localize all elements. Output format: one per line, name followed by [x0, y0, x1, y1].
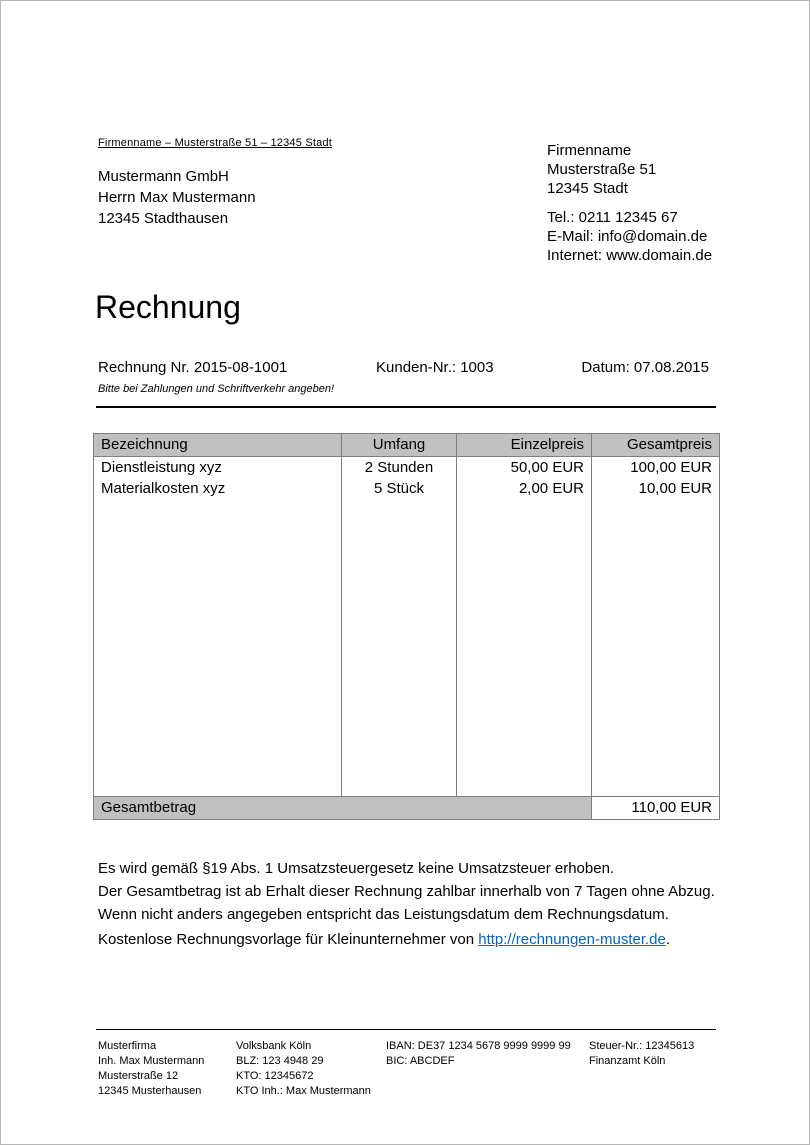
footer-line: Steuer-Nr.: 12345613	[589, 1040, 695, 1052]
footer-line: Finanzamt Köln	[589, 1055, 666, 1067]
item-total-price: 10,00 EUR	[592, 478, 720, 499]
template-credit-line	[98, 931, 670, 948]
footer-tax-column	[589, 1039, 694, 1069]
table-total-row	[94, 797, 720, 820]
item-quantity: 5 Stück	[342, 478, 457, 499]
footer-line: KTO Inh.: Max Mustermann	[236, 1085, 371, 1097]
header-unit-price: Einzelpreis	[457, 434, 592, 457]
item-description: Dienstleistung xyz	[94, 457, 342, 479]
footer-line: 12345 Musterhausen	[98, 1085, 202, 1097]
company-website: Internet: www.domain.de	[547, 247, 713, 264]
recipient-contact: Herrn Max Mustermann	[98, 189, 256, 206]
note-line: Der Gesamtbetrag ist ab Erhalt dieser Rechnung zahlbar innerhalb von 7 Tagen ohne Abzug.	[98, 883, 715, 900]
recipient-city: 12345 Stadthausen	[98, 210, 229, 227]
company-street: Musterstraße 51	[547, 161, 657, 178]
footer-line: Musterfirma	[98, 1040, 157, 1052]
footer-divider	[96, 1029, 716, 1030]
sender-return-address: Firmenname – Musterstraße 51 – 12345 Stadt	[98, 137, 333, 149]
footer-line: BIC: ABCDEF	[386, 1055, 455, 1067]
invoice-items-table	[93, 433, 720, 820]
header-quantity: Umfang	[342, 434, 457, 457]
credit-suffix: .	[665, 931, 671, 948]
item-quantity: 2 Stunden	[342, 457, 457, 479]
footer-account-column	[386, 1039, 571, 1069]
header-total-price: Gesamtpreis	[592, 434, 720, 457]
page-title: Rechnung	[95, 289, 241, 325]
footer-line: Musterstraße 12	[98, 1070, 179, 1082]
recipient-address	[98, 166, 256, 229]
company-address-block	[547, 141, 712, 265]
spacer	[547, 198, 712, 208]
footer-company-column	[98, 1039, 204, 1099]
company-city: 12345 Stadt	[547, 180, 628, 197]
footer-line: Inh. Max Mustermann	[98, 1055, 205, 1067]
note-line: Es wird gemäß §19 Abs. 1 Umsatzsteuergesetz keine Umsatzsteuer erhoben.	[98, 860, 615, 877]
footer-line: BLZ: 123 4948 29	[236, 1055, 324, 1067]
template-source-link[interactable]: http://rechnungen-muster.de	[478, 931, 666, 948]
footer-line: IBAN: DE37 1234 5678 9999 9999 99	[386, 1040, 571, 1052]
item-unit-price: 2,00 EUR	[457, 478, 592, 499]
footer-bank-column	[236, 1039, 371, 1099]
recipient-name: Mustermann GmbH	[98, 168, 229, 185]
total-amount: 110,00 EUR	[592, 797, 720, 820]
credit-text: Kostenlose Rechnungsvorlage für Kleinunternehmer von	[98, 931, 479, 948]
item-unit-price: 50,00 EUR	[457, 457, 592, 479]
footer-line: KTO: 12345672	[236, 1070, 314, 1082]
table-header-row	[94, 434, 720, 457]
customer-number: Kunden-Nr.: 1003	[376, 359, 494, 376]
company-phone: Tel.: 0211 12345 67	[547, 209, 678, 226]
note-line: Wenn nicht anders angegeben entspricht das Leistungsdatum dem Rechnungsdatum.	[98, 906, 669, 923]
payment-reference-note: Bitte bei Zahlungen und Schriftverkehr angeben!	[98, 383, 335, 395]
header-description: Bezeichnung	[94, 434, 342, 457]
table-empty-space	[94, 499, 720, 797]
item-total-price: 100,00 EUR	[592, 457, 720, 479]
company-name: Firmenname	[547, 142, 632, 159]
item-description: Materialkosten xyz	[94, 478, 342, 499]
footer-line: Volksbank Köln	[236, 1040, 312, 1052]
invoice-number: Rechnung Nr. 2015-08-1001	[98, 359, 288, 376]
top-divider	[96, 406, 716, 408]
table-row	[94, 457, 720, 479]
legal-notes	[98, 857, 738, 926]
table-row	[94, 478, 720, 499]
total-label: Gesamtbetrag	[94, 797, 592, 820]
company-email: E-Mail: info@domain.de	[547, 228, 708, 245]
invoice-date: Datum: 07.08.2015	[581, 359, 709, 376]
